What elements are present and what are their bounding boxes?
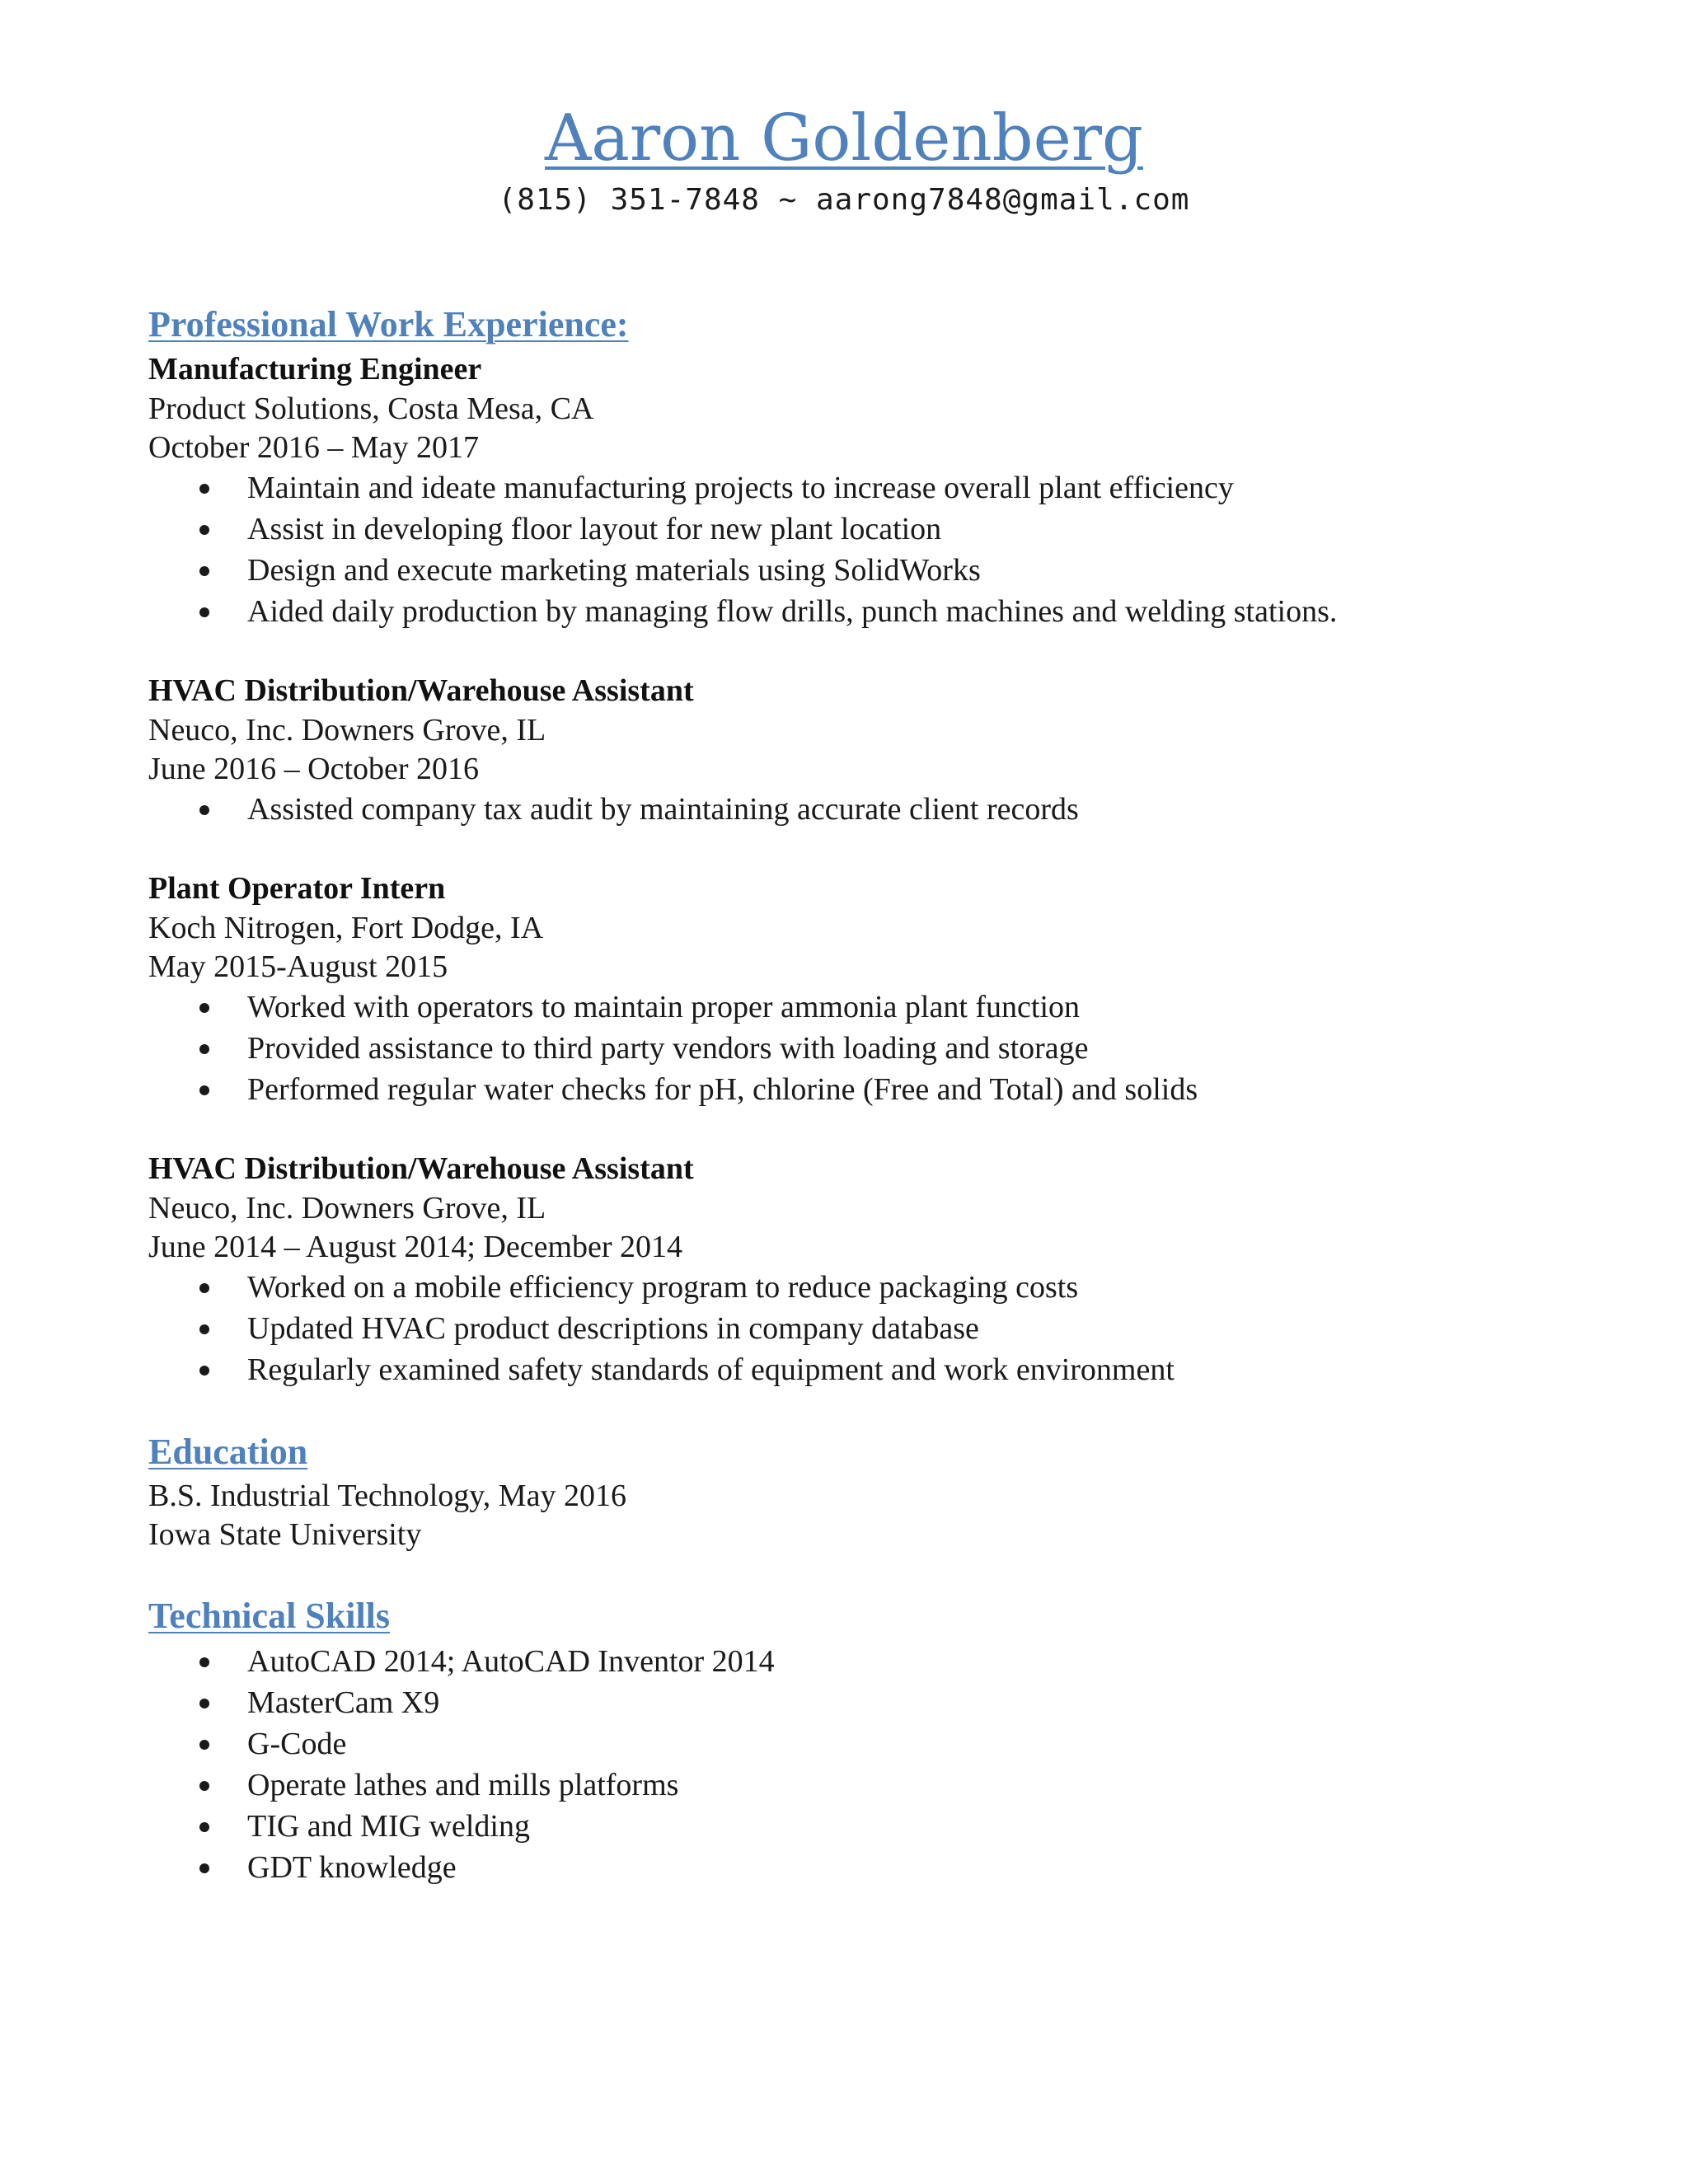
skill-item: GDT knowledge	[148, 1847, 1599, 1888]
job-title: HVAC Distribution/Warehouse Assistant	[148, 1151, 694, 1186]
contact-info: (815) 351-7848 ~ aarong7848@gmail.com	[498, 183, 1190, 217]
section-spacer	[148, 1390, 1599, 1427]
skills-list	[148, 1641, 1599, 1888]
job-bullet-list	[148, 467, 1599, 632]
job-bullet-list	[148, 1267, 1599, 1390]
job-bullet: Worked with operators to maintain proper ammonia plant function	[148, 987, 1599, 1028]
education-degree: B.S. Industrial Technology, May 2016	[148, 1479, 626, 1513]
resume-name: Aaron Goldenberg	[545, 101, 1143, 176]
job-bullet: Provided assistance to third party vendors with loading and storage	[148, 1028, 1599, 1069]
skill-item: MasterCam X9	[148, 1682, 1599, 1723]
job-title: HVAC Distribution/Warehouse Assistant	[148, 673, 694, 708]
job-entry	[148, 869, 1599, 1110]
job-bullet: Worked on a mobile efficiency program to reduce packaging costs	[148, 1267, 1599, 1308]
job-dates: June 2014 – August 2014; December 2014	[148, 1230, 683, 1264]
job-entry	[148, 1149, 1599, 1390]
education-school: Iowa State University	[148, 1517, 422, 1552]
job-bullet: Assist in developing floor layout for new plant location	[148, 509, 1599, 550]
skill-item: Operate lathes and mills platforms	[148, 1765, 1599, 1806]
job-bullet: Performed regular water checks for pH, chlorine (Free and Total) and solids	[148, 1069, 1599, 1110]
job-bullet: Updated HVAC product descriptions in company database	[148, 1308, 1599, 1349]
job-company: Neuco, Inc. Downers Grove, IL	[148, 713, 546, 748]
job-bullet: Aided daily production by managing flow drills, punch machines and welding stations.	[148, 591, 1599, 632]
job-bullet: Maintain and ideate manufacturing projects to increase overall plant efficiency	[148, 467, 1599, 509]
job-bullet: Regularly examined safety standards of equipment and work environment	[148, 1349, 1599, 1390]
job-company: Product Solutions, Costa Mesa, CA	[148, 391, 594, 426]
experience-heading: Professional Work Experience:	[148, 304, 629, 344]
job-bullet-list	[148, 987, 1599, 1110]
resume-body	[148, 300, 1599, 1888]
job-entry	[148, 349, 1599, 632]
job-title: Manufacturing Engineer	[148, 352, 482, 387]
job-bullet: Assisted company tax audit by maintaining accurate client records	[148, 789, 1599, 830]
job-dates: May 2015-August 2015	[148, 949, 448, 984]
skill-item: AutoCAD 2014; AutoCAD Inventor 2014	[148, 1641, 1599, 1682]
job-company: Koch Nitrogen, Fort Dodge, IA	[148, 911, 544, 945]
education-heading: Education	[148, 1432, 308, 1472]
job-title: Plant Operator Intern	[148, 871, 446, 906]
skill-item: TIG and MIG welding	[148, 1806, 1599, 1847]
job-bullet: Design and execute marketing materials using SolidWorks	[148, 550, 1599, 591]
skills-heading: Technical Skills	[148, 1596, 391, 1636]
skill-item: G-Code	[148, 1723, 1599, 1765]
job-company: Neuco, Inc. Downers Grove, IL	[148, 1191, 546, 1226]
job-bullet-list	[148, 789, 1599, 830]
section-spacer	[148, 1554, 1599, 1591]
job-entry	[148, 671, 1599, 830]
job-dates: October 2016 – May 2017	[148, 430, 480, 465]
job-dates: June 2016 – October 2016	[148, 752, 480, 786]
